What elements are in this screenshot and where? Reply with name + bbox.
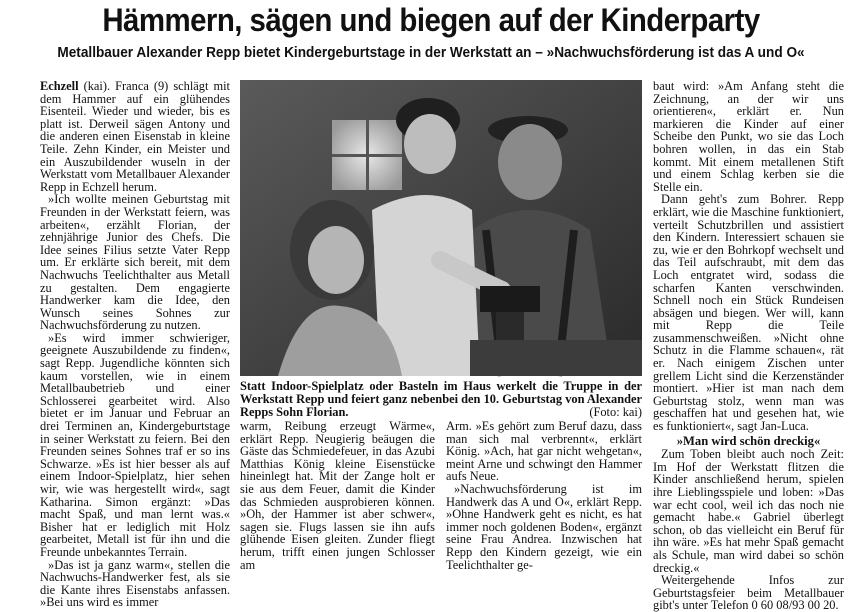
- headline: Hämmern, sägen und biegen auf der Kinderparty: [102, 2, 760, 38]
- article-column-1: [40, 79, 230, 610]
- article-paragraph: Echzell (kai). Franca (9) schlägt mit dem Hammer auf ein glühendes Eisenteil. Wieder und wieder, bis es platt ist. Derweil sägen Antony und die anderen einen Eisenstab in kleine Teile. Zehn Kinder, ein Meister und ein Auszubildender wuseln in der Werkstatt vom Metallbauer Alexander Repp in Echzell herum.: [40, 79, 230, 194]
- article-paragraph: Weitergehende Infos zur Geburtstagsfeier beim Metallbauer gibt's unter Telefon 0 60 08/93 00 20.: [653, 573, 844, 612]
- article-paragraph: Arm. »Es gehört zum Beruf dazu, dass man sich mal verbrennt«, erklärt König. »Ach, hat gar nicht wehgetan«, meint Arne und schwingt den Hammer aufs Neue.: [446, 419, 642, 484]
- article-paragraph: »Ich wollte meinen Geburtstag mit Freunden in der Werkstatt feiern, was arbeiten«, erzählt Florian, der zehnjährige Junior des Chefs. Die Idee seines Filius setzte Vater Repp um. Er erklärte sich bereit, mit dem Nachwuchs Teelichthalter aus Metall zu gestalten. Dem engagierte Handwerker kam die Idee, den Wunsch seines Sohnes zur Nachwuchsförderung zu nutzen.: [40, 192, 230, 333]
- article-paragraph: Dann geht's zum Bohrer. Repp erklärt, wie die Maschine funktioniert, verteilt Schutzbrillen und assistiert den Kindern. Interessiert schauen sie zu, wie er den Bohrkopf wechselt und das Teil aufschraubt, mit dem das Loch entgratet wird, sodass die scharfen Kanten verschwinden. Schnell noch ein Stück Rundeisen absägen und biegen. Wer will, kann mit Repp die Teile zusammenschweißen. »Nicht ohne Schutz in die Flamme schauen«, rät er. Nach einigem Zischen unter grellem Licht sind die Kerzenständer montiert. »Hier ist man nach dem Geburtstag stolz, wenn man was geschaffen hat und gesehen hat, wie es funktioniert«, sagt Jan-Luca.: [653, 192, 844, 434]
- article-paragraph: »Das ist ja ganz warm«, stellen die Nachwuchs-Handwerker fest, als sie die Kante ihres Eisenstabs anfassen. »Bei uns wird es immer: [40, 557, 230, 610]
- article-column-4: [653, 79, 844, 612]
- article-photo: [240, 80, 642, 376]
- article-paragraph: »Es wird immer schwieriger, geeignete Auszubildende zu finden«, sagt Repp. Jugendliche könnten sich kaum vorstellen, wie in einem Metallbaubetrieb und einer Schlosserei gearbeitet wird. Also bietet er im Januar und Februar an drei Terminen an, Kindergeburtstage in seiner Werkstatt zu feiern. Bei den Freunden seines Sohnes traf er so ins Schwarze. »Es ist hier besser als auf einem Indoor-Spielplatz, hier sehen wir, wie was hergestellt wird«, sagt Katharina. Simon ergänzt: »Das macht Spaß, und man lernt was.« Bisher hat er lediglich mit Holz gearbeitet, Metall ist für ihn und die Freunde unbekanntes Terrain.: [40, 330, 230, 559]
- photo-credit: (Foto: kai): [589, 404, 642, 419]
- article-column-3: [446, 420, 642, 595]
- workshop-photo-image: [240, 80, 642, 376]
- article-paragraph: baut wird: »Am Anfang steht die Zeichnung, an der wir uns orientieren«, erklärt er. Nun markieren die Kinder auf einer Scheibe den Punkt, wo sie das Loch bohren wollen, in das ein Stab kommt. Mit einem metallenen Stift und einem Schlag kerben sie die Stelle ein.: [653, 79, 844, 194]
- article-paragraph: »Nachwuchsförderung ist im Handwerk das A und O«, erklärt Repp. »Ohne Handwerk geht es nicht, es hat immer noch goldenen Boden«, ergänzt seine Frau Andrea. Inzwischen hat Repp den Kindern gezeigt, wie ein Teelichthalter ge-: [446, 481, 642, 572]
- subheadline: Metallbauer Alexander Repp bietet Kindergeburtstage in der Werkstatt an – »Nachwuchsförderung ist das A und O«: [57, 45, 805, 61]
- article-paragraph: Zum Toben bleibt auch noch Zeit: Im Hof der Werkstatt flitzen die Kinder anschließend herum, spielen ihre Lieblingsspiele und loben: »Das war echt cool, weil ich das noch nie gemacht habe.« Gabriel überlegt schon, ob das vielleicht ein Beruf für ihn wäre. »Es hat mehr Spaß gemacht als Schule, man wird dabei so schön dreckig.«: [653, 447, 844, 575]
- article-column-2: [240, 420, 435, 595]
- dateline: Echzell: [40, 79, 79, 93]
- caption-text: Statt Indoor-Spielplatz oder Basteln im Haus werkelt die Truppe in der Werkstatt Repp und feiert ganz nebenbei den 10. Geburtstag von Alexander Repps Sohn Florian.: [240, 379, 642, 419]
- article-paragraph: warm, Reibung erzeugt Wärme«, erklärt Repp. Neugierig beäugen die Gäste das Schmiedefeuer, in das Azubi Matthias König kleine Eisenstücke hineinlegt hat. Mit der Zange holt er sie aus dem Feuer, damit die Kinder das Schmieden ausprobieren können. »Oh, der Hammer ist aber schwer«, sagen sie. Flugs lassen sie ihn aufs glühende Eisen gleiten. Zunder fliegt herum, trifft einen jungen Schlosser am: [240, 419, 435, 572]
- article-subhead: »Man wird schön dreckig«: [676, 433, 821, 448]
- photo-caption: [240, 380, 642, 418]
